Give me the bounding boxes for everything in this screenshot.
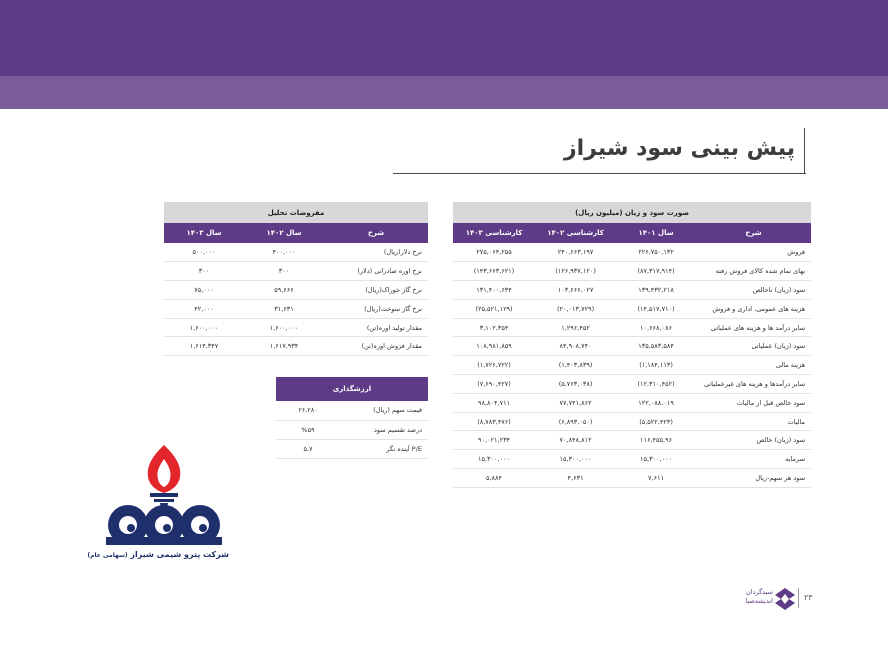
table-row	[164, 262, 428, 281]
value-cell: (۱,۱۸۴,۱۱۳)	[616, 356, 696, 375]
value-cell: ۸۴,۹۰۸,۷۴۰	[535, 337, 616, 356]
column-header: سال ۱۴۰۳	[164, 223, 244, 243]
row-label: مقدار تولید اوره(تن)	[324, 318, 428, 337]
table-row	[276, 439, 428, 458]
valuation-caption: ارزشگذاری	[276, 377, 428, 401]
row-label: مالیات	[696, 412, 811, 431]
row-label: هزینه مالی	[696, 356, 811, 375]
column-header: سال ۱۴۰۱	[616, 223, 696, 243]
table-row	[164, 243, 428, 262]
value-cell: ۷۰,۸۴۸,۸۱۲	[535, 431, 616, 450]
table-row	[276, 401, 428, 420]
table-row	[453, 262, 811, 281]
row-label: سود (زیان) عملیاتی	[696, 337, 811, 356]
value-cell: (۱۴,۵۱۷,۷۱۰)	[616, 299, 696, 318]
row-label: نرخ گاز خوراک(ریال)	[324, 281, 428, 300]
value-cell: (۱,۴۰۳,۸۳۹)	[535, 356, 616, 375]
value-cell: ۲۶,۲۸۰	[276, 401, 340, 420]
row-label: P/E آینده نگر	[340, 439, 428, 458]
table-row	[164, 318, 428, 337]
column-header: شرح	[696, 223, 811, 243]
value-cell: ۱۳۱,۴۰۰,۶۳۴	[453, 281, 535, 300]
value-cell: ۱۳۹,۴۳۲,۲۱۸	[616, 281, 696, 300]
value-cell: ۱۰,۶۶۸,۰۸۶	[616, 318, 696, 337]
row-label: هزینه های عمومی، اداری و فروش	[696, 299, 811, 318]
value-cell: ۵,۸۸۴	[453, 469, 535, 488]
value-cell: ۱۲۲,۰۸۸,۰۱۹	[616, 393, 696, 412]
table-row	[453, 281, 811, 300]
value-cell: ۳۰۰	[164, 262, 244, 281]
value-cell: (۱۲۶,۹۳۷,۱۲۰)	[535, 262, 616, 281]
value-cell: ۳۰۰	[244, 262, 324, 281]
row-label: قیمت سهم (ریال)	[340, 401, 428, 420]
value-cell: ۱۰۸,۹۸۱,۸۵۹	[453, 337, 535, 356]
company-name	[87, 550, 229, 559]
company-name-text: شرکت پترو شیمی شیراز	[130, 550, 229, 559]
page-title: پیش بینی سود شیراز	[563, 136, 795, 161]
header-subband	[0, 76, 888, 109]
footer-divider	[798, 588, 799, 608]
value-cell: ۱,۶۱۴,۳۴۷	[164, 337, 244, 356]
value-cell: ۲۷۵,۰۶۴,۲۵۵	[453, 243, 535, 262]
table-row	[453, 412, 811, 431]
value-cell: (۸,۷۸۳,۴۷۶)	[453, 412, 535, 431]
column-header: کارشناسی ۱۴۰۲	[535, 223, 616, 243]
value-cell: ۱۵,۳۰۰,۰۰۰	[535, 450, 616, 469]
header-band	[0, 0, 888, 76]
row-label: مقدار فروش اوره(تن)	[324, 337, 428, 356]
value-cell: ۷۷,۷۴۱,۸۶۲	[535, 393, 616, 412]
value-cell: ۹۸,۸۰۴,۷۱۱	[453, 393, 535, 412]
value-cell: ۴۰۰,۰۰۰	[244, 243, 324, 262]
table-row	[453, 393, 811, 412]
value-cell: ۴۲,۰۰۰	[164, 299, 244, 318]
table-row	[164, 299, 428, 318]
assumptions-caption: مفروضات تحلیل	[164, 202, 428, 223]
value-cell: ۱,۶۰۰,۰۰۰	[164, 318, 244, 337]
row-label: نرخ دلار(ریال)	[324, 243, 428, 262]
value-cell: ۱,۶۱۷,۹۳۴	[244, 337, 324, 356]
value-cell: (۵,۵۲۲,۴۲۳)	[616, 412, 696, 431]
table-row	[453, 243, 811, 262]
row-label: سود خالص قبل از مالیات	[696, 393, 811, 412]
brand-line-1: سبدگردان	[746, 588, 773, 596]
row-label: سایر درآمد ها و هزینه های عملیاتی	[696, 318, 811, 337]
row-label: سود (زیان) ناخالص	[696, 281, 811, 300]
value-cell: ۱۳۵,۵۸۳,۵۸۴	[616, 337, 696, 356]
table-row	[453, 299, 811, 318]
table-row	[453, 318, 811, 337]
table-row	[453, 431, 811, 450]
value-cell: ۴,۶۳۱	[535, 469, 616, 488]
value-cell: ۱۵,۳۰۰,۰۰۰	[453, 450, 535, 469]
value-cell: ۲۴۰,۶۶۳,۱۹۷	[535, 243, 616, 262]
value-cell: ۱۱۶,۴۵۵,۹۶	[616, 431, 696, 450]
income-statement-table	[453, 202, 811, 488]
footer-brand	[733, 588, 773, 606]
income-table-caption: صورت سود و زیان (میلیون ریال)	[453, 202, 811, 223]
table-row	[453, 337, 811, 356]
title-underline	[393, 173, 806, 174]
column-header: سال ۱۴۰۲	[244, 223, 324, 243]
value-cell: ۷۵,۰۰۰	[164, 281, 244, 300]
row-label: درصد تقسیم سود	[340, 420, 428, 439]
row-label: نرخ گاز سوخت(ریال)	[324, 299, 428, 318]
company-logo-icon	[98, 443, 230, 565]
row-label: سایر درآمدها و هزینه های غیرعملیاتی	[696, 375, 811, 394]
value-cell: %۵۹	[276, 420, 340, 439]
value-cell: (۵,۷۶۳,۰۳۸)	[535, 375, 616, 394]
assumptions-table	[164, 202, 428, 356]
value-cell: ۲۲۶,۷۵۰,۱۳۲	[616, 243, 696, 262]
value-cell: (۱۲,۳۱۰,۴۵۲)	[616, 375, 696, 394]
table-row	[164, 337, 428, 356]
row-label: نرخ اوره صادراتی (دلار)	[324, 262, 428, 281]
table-row	[453, 356, 811, 375]
value-cell: (۱,۷۲۶,۷۲۲)	[453, 356, 535, 375]
table-row	[453, 469, 811, 488]
value-cell: ۵۰۰,۰۰۰	[164, 243, 244, 262]
value-cell: (۷,۶۹۰,۴۲۷)	[453, 375, 535, 394]
table-row	[164, 281, 428, 300]
value-cell: ۱,۶۰۰,۰۰۰	[244, 318, 324, 337]
row-label: فروش	[696, 243, 811, 262]
value-cell: (۸۷,۳۱۷,۹۱۴)	[616, 262, 696, 281]
value-cell: (۲۵,۵۲۱,۱۲۹)	[453, 299, 535, 318]
page-number: ۲۳	[804, 593, 813, 602]
value-cell: ۳,۱۰۲,۳۵۴	[453, 318, 535, 337]
company-suffix: (سهامی عام)	[87, 552, 128, 559]
column-header: شرح	[324, 223, 428, 243]
column-header: کارشناسی ۱۴۰۳	[453, 223, 535, 243]
brand-mark-icon	[774, 587, 796, 611]
row-label: سود هر سهم-ریال	[696, 469, 811, 488]
value-cell: ۱۰۳,۶۶۶,۰۲۷	[535, 281, 616, 300]
value-cell: ۷,۶۱۱	[616, 469, 696, 488]
value-cell: ۱,۲۹۶,۴۵۲	[535, 318, 616, 337]
value-cell: ۵,۷	[276, 439, 340, 458]
value-cell: (۱۴۳,۶۶۳,۶۲۱)	[453, 262, 535, 281]
table-row	[453, 450, 811, 469]
row-label: بهای تمام شده کالای فروش رفته	[696, 262, 811, 281]
value-cell: (۶,۸۹۳,۰۵۰)	[535, 412, 616, 431]
value-cell: (۲۰,۰۱۳,۷۲۹)	[535, 299, 616, 318]
brand-line-2: اندیشه‌صبا	[745, 597, 773, 605]
value-cell: ۹۰,۰۲۱,۲۳۴	[453, 431, 535, 450]
title-vertical-rule	[804, 128, 805, 174]
value-cell: ۱۵,۳۰۰,۰۰۰	[616, 450, 696, 469]
table-row	[453, 375, 811, 394]
row-label: سود (زیان) خالص	[696, 431, 811, 450]
table-row	[276, 420, 428, 439]
row-label: سرمایه	[696, 450, 811, 469]
value-cell: ۳۱,۶۳۱	[244, 299, 324, 318]
valuation-table	[276, 377, 428, 459]
value-cell: ۵۹,۶۶۶	[244, 281, 324, 300]
